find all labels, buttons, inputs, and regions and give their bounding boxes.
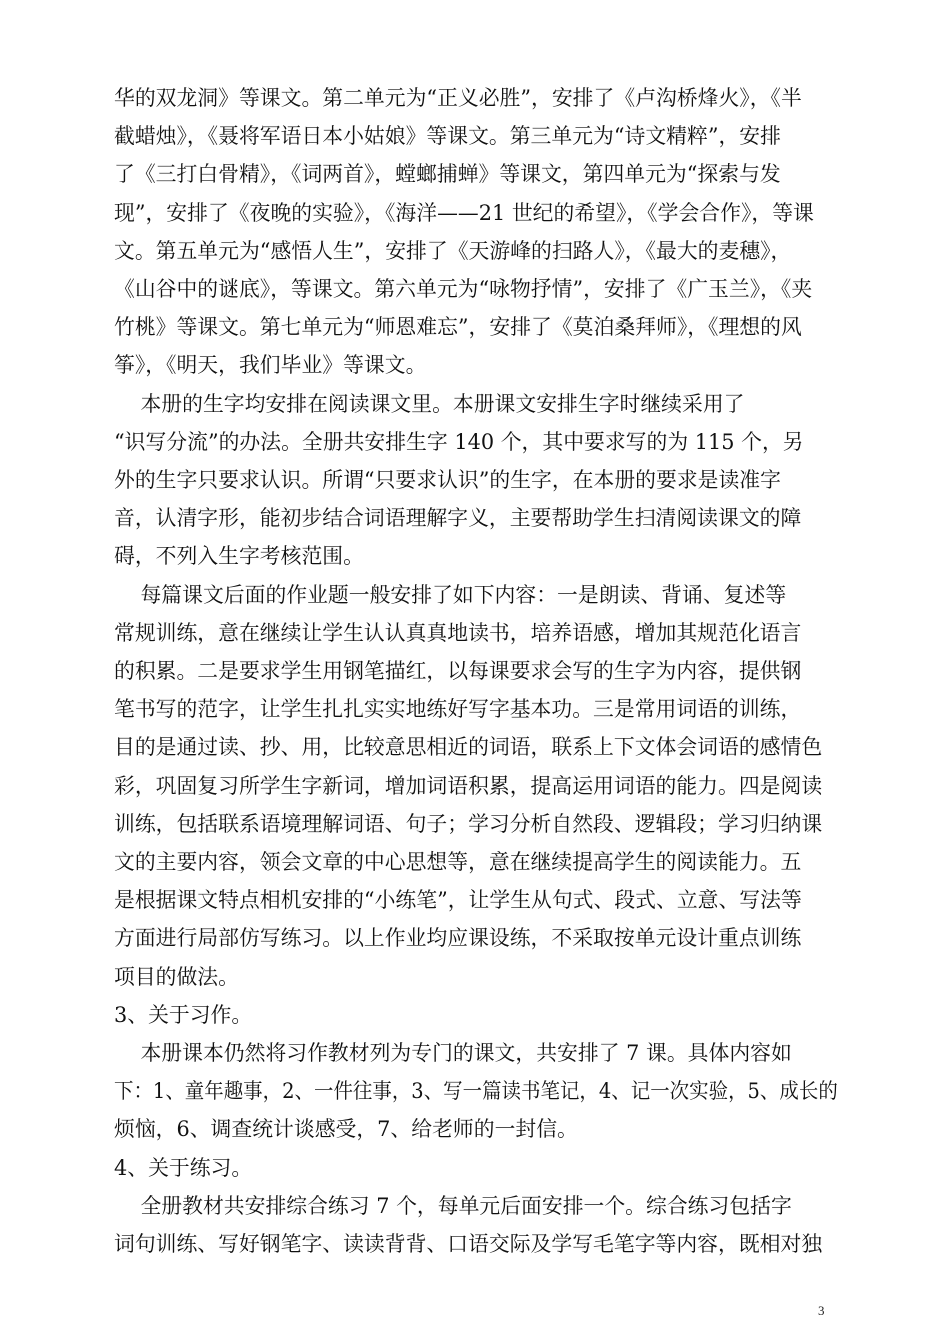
text-line: 本册课本仍然将习作教材列为专门的课文，共安排了 7 课。具体内容如 <box>114 1041 792 1065</box>
text-line: 方面进行局部仿写练习。以上作业均应课设练，不采取按单元设计重点训练 <box>114 926 802 951</box>
text-line: “识写分流”的办法。全册共安排生字 140 个，其中要求写的为 115 个，另 <box>114 429 804 454</box>
text-line: 常规训练，意在继续让学生认认真真地读书，培养语感，增加其规范化语言 <box>114 620 802 645</box>
text-line: 是根据课文特点相机安排的“小练笔”，让学生从句式、段式、立意、写法等 <box>114 888 802 913</box>
text-line: 项目的做法。 <box>114 964 239 989</box>
text-line: 训练，包括联系语境理解词语、句子；学习分析自然段、逻辑段；学习归纳课 <box>114 811 823 836</box>
text-line: 3、关于习作。 <box>114 1002 253 1027</box>
text-line: 竹桃》等课文。第七单元为“师恩难忘”，安排了《莫泊桑拜师》，《理想的风 <box>114 315 802 340</box>
text-line: 了《三打白骨精》，《词两首》，螳螂捕蝉》等课文，第四单元为“探索与发 <box>114 162 781 187</box>
text-line: 碍，不列入生字考核范围。 <box>114 544 364 569</box>
text-line: 每篇课文后面的作业题一般安排了如下内容：一是朗读、背诵、复述等 <box>114 582 787 607</box>
text-line: 下：1、童年趣事，2、一件往事，3、写一篇读书笔记，4、记一次实验，5、成长的 <box>114 1079 838 1104</box>
text-line: 文。第五单元为“感悟人生”，安排了《天游峰的扫路人》，《最大的麦穗》， <box>114 238 792 263</box>
text-line: 词句训练、写好钢笔字、读读背背、口语交际及学写毛笔字等内容，既相对独 <box>114 1232 823 1256</box>
text-line: 的积累。二是要求学生用钢笔描红，以每课要求会写的生字为内容，提供钢 <box>114 659 802 683</box>
text-line: 烦恼，6、调查统计谈感受，7、给老师的一封信。 <box>114 1117 578 1142</box>
text-line: 《山谷中的谜底》，等课文。第六单元为“咏物抒情”，安排了《广玉兰》，《夹 <box>114 277 813 301</box>
text-line: 外的生字只要求认识。所谓“只要求认识”的生字，在本册的要求是读准字 <box>114 468 781 492</box>
text-line: 现”，安排了《夜晚的实验》，《海洋——21 世纪的希望》，《学会合作》，等课 <box>114 200 814 225</box>
text-line: 筝》，《明天，我们毕业》等课文。 <box>114 353 427 378</box>
text-line: 4、关于练习。 <box>114 1155 253 1180</box>
text-line: 本册的生字均安排在阅读课文里。本册课文安排生字时继续采用了 <box>114 391 745 416</box>
text-line: 彩，巩固复习所学生字新词，增加词语积累，提高运用词语的能力。四是阅读 <box>114 773 823 798</box>
page-number: 3 <box>818 1303 825 1318</box>
text-line: 笔书写的范字，让学生扎扎实实地练好写字基本功。三是常用词语的训练， <box>114 697 802 722</box>
text-line: 文的主要内容，领会文章的中心思想等，意在继续提高学生的阅读能力。五 <box>114 850 802 874</box>
text-line: 音，认清字形，能初步结合词语理解字义，主要帮助学生扫清阅读课文的障 <box>114 506 802 531</box>
text-line: 目的是通过读、抄、用，比较意思相近的词语，联系上下文体会词语的感情色 <box>114 735 823 760</box>
text-line: 华的双龙洞》等课文。第二单元为“正义必胜”，安排了《卢沟桥烽火》，《半 <box>114 86 802 110</box>
text-line: 截蜡烛》，《聂将军语日本小姑娘》等课文。第三单元为“诗文精粹”，安排 <box>114 124 781 149</box>
text-line: 全册教材共安排综合练习 7 个，每单元后面安排一个。综合练习包括字 <box>114 1193 792 1218</box>
